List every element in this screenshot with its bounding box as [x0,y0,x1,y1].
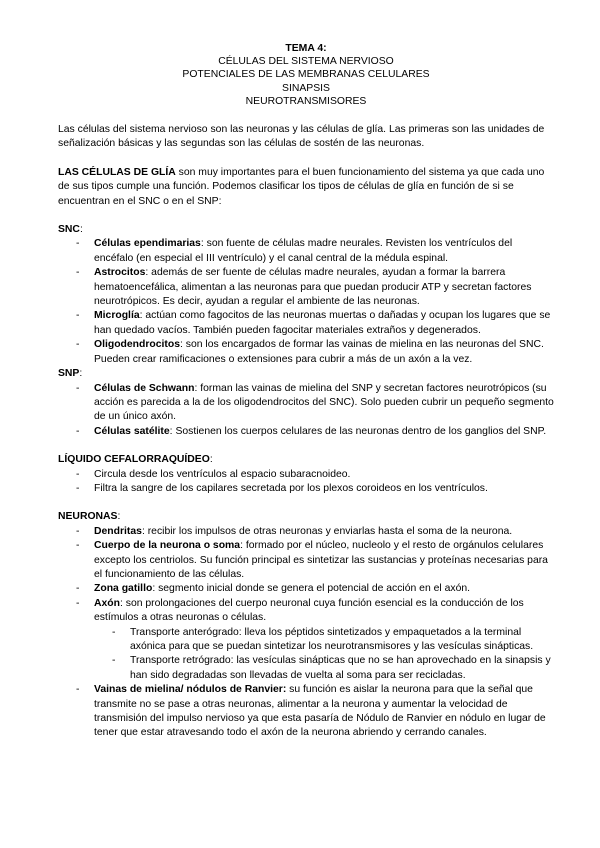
list-item: - Filtra la sangre de los capilares secretada por los plexos coroideos en los ventrículos. [58,482,554,496]
item-term: Células de Schwann [94,382,195,394]
list-item [58,425,554,439]
item-term: Astrocitos [94,267,146,279]
title-line: POTENCIALES DE LAS MEMBRANAS CELULARES [182,69,430,81]
list-item [58,338,554,367]
item-text: : son los encargados de formar las vainas de mielina en las neuronas del SNC. Pueden crear ramificaciones o extensiones para cubrir a más de un axón a la vez. [94,339,544,365]
list-item [58,525,554,539]
list-item [58,683,554,741]
item-text: : segmento inicial donde se genera el potencial de acción en el axón. [152,583,471,595]
sub-list-item: - Transporte retrógrado: las vesículas sinápticas que no se han aprovechado en la sinapsis y han sido degradadas son llevadas de vuelta al soma para ser recicladas. [94,654,554,683]
item-term: Vainas de mielina/ nódulos de Ranvier: [94,684,287,696]
item-text: : son fuente de células madre neurales. Revisten los ventrículos del encéfalo (en especial el III ventrículo) y el canal central de la médula espinal. [94,238,513,264]
item-text: : además de ser fuente de células madre neurales, ayudan a formar la barrera hematoencefálica, alimentan a las neuronas para que puedan producir ATP y secretan factores neurotrópicos. Es decir, ayudan a regular el ambiente de las neuronas. [94,267,532,308]
list-item [58,309,554,338]
snp-heading: SNP: [58,368,83,380]
item-text: : son prolongaciones del cuerpo neuronal cuya función esencial es la conducción de los estímulos a otras neuronas o células. [94,597,524,624]
lcr-heading: LÍQUIDO CEFALORRAQUÍDEO: [58,454,213,466]
axon-transport-list [94,626,554,684]
glia-label: LAS CÉLULAS DE GLÍA [58,166,176,178]
list-item [58,539,554,582]
list-item [58,237,554,266]
glia-paragraph [58,166,554,209]
item-term: Zona gatillo [94,583,153,595]
item-text: : recibir los impulsos de otras neuronas y enviarlas hasta el soma de la neurona. [141,525,513,537]
item-term: Cuerpo de la neurona o soma [94,540,241,552]
item-term: Microglía [94,310,140,322]
lcr-list [58,468,554,497]
list-item [58,382,554,425]
neuronas-heading: NEURONAS: [58,511,121,523]
snc-list [58,237,554,367]
snp-list [58,382,554,440]
item-text: su función es aislar la neurona para que la señal que transmite no se pase a otras neuronas, alimentar a la neurona y aumentar la velocidad de transmisión del impulso nervioso ya que esta pasaría de Nódulo de Ranvier en nódulo en lugar de tener que estar atravesando todo el axón de la neurona abriendo y cerrando canales. [94,684,546,739]
title-line: CÉLULAS DEL SISTEMA NERVIOSO [218,56,394,68]
sub-list-item: - Transporte anterógrado: lleva los péptidos sintetizados y empaquetados a la terminal axónica para que se puedan sintetizar los neurotransmisores y las vesículas sinápticas. [94,626,554,655]
neuronas-list [58,525,554,741]
item-term: Células satélite [94,425,170,437]
snc-heading: SNC: [58,224,83,236]
list-item [58,597,554,683]
item-text: : Sostienen los cuerpos celulares de las neuronas dentro de los ganglios del SNP. [169,425,547,437]
item-term: Oligodendrocitos [94,339,181,351]
title-line: NEUROTRANSMISORES [245,95,367,107]
list-item [58,582,554,596]
item-text: : formado por el núcleo, nucleolo y el resto de orgánulos celulares excepto los centriolos. Su función principal es sintetizar las sustancias y proteínas necesarias para el funcionamiento de las células. [94,540,548,580]
item-term: Axón [94,597,120,609]
intro-paragraph: Las células del sistema nervioso son las neuronas y las células de glía. Las primeras son las unidades de señalización básicas y las segundas son las células de sostén de las neuronas. [58,124,545,150]
document-page [58,42,554,741]
document-title-block [58,42,554,108]
topic-heading: TEMA 4: [285,43,327,54]
list-item [58,266,554,309]
glia-text: son muy importantes para el buen funcionamiento del sistema ya que cada uno de sus tipos cumple una función. Podemos clasificar los tipos de células de glía en función de si se encuentran en el SNC o en el SNP: [58,166,545,207]
list-item: - Circula desde los ventrículos al espacio subaracnoideo. [58,468,554,482]
item-text: : actúan como fagocitos de las neuronas muertas o dañadas y ocupan los lugares que se han quedado vacíos. También pueden fagocitar materiales extraños y degenerados. [94,310,551,336]
item-text: : forman las vainas de mielina del SNP y secretan factores neurotrópicos (su acción es parecida a la de los oligodendrocitos del SNC). Solo pueden cubrir un pequeño segmento de un único axón. [94,382,554,423]
item-term: Células ependimarias [94,238,201,250]
item-term: Dendritas [94,525,142,537]
title-line: SINAPSIS [282,82,330,94]
